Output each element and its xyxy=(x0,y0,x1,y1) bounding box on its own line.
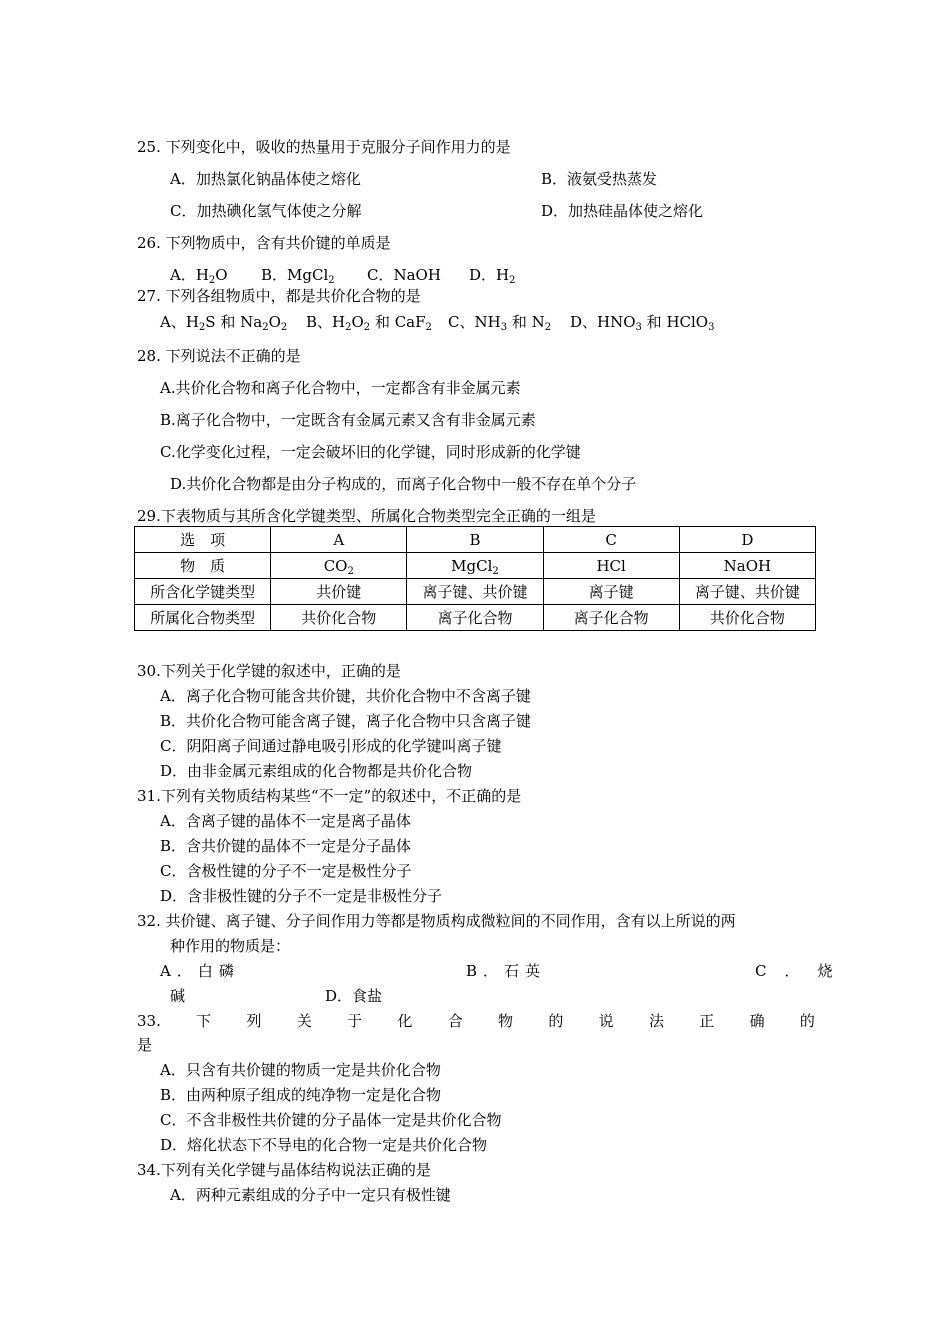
q26-option-c: C．NaOH xyxy=(367,266,441,284)
q33-char: 化 xyxy=(397,1012,413,1030)
q34-stem: 34.下列有关化学键与晶体结构说法正确的是 xyxy=(137,1161,431,1179)
q33-char: 的 xyxy=(548,1012,564,1030)
q33-char: 的 xyxy=(799,1012,815,1030)
table-cell: D xyxy=(679,527,815,553)
q31-option-d: D．含非极性键的分子不一定是非极性分子 xyxy=(160,887,443,905)
table-cell: 物 质 xyxy=(135,553,271,579)
q27-option-d: D、$HNO_3$ 和 HClO$_3$ xyxy=(570,313,715,333)
table-cell: 离子键 xyxy=(543,579,679,605)
q32-option-c-continued: 碱 xyxy=(170,987,186,1005)
q28-option-b: B.离子化合物中，一定既含有金属元素又含有非金属元素 xyxy=(160,411,536,429)
table-cell: 共价键 xyxy=(271,579,407,605)
q27-option-c: C、$NH_3$ 和 $N_2$ xyxy=(448,313,552,333)
q33-stem xyxy=(137,1011,815,1031)
q32-stem: 32. 共价键、离子键、分子间作用力等都是物质构成微粒间的不同作用，含有以上所说的两 xyxy=(137,912,736,930)
table-cell: HCl xyxy=(543,553,679,579)
q32-option-c: C．烧 xyxy=(755,962,851,980)
q28-option-d: D.共价化合物都是由分子构成的，而离子化合物中一般不存在单个分子 xyxy=(170,475,637,493)
q30-option-b: B．共价化合物可能含离子键，离子化合物中只含离子键 xyxy=(160,712,532,730)
q31-option-c: C．含极性键的分子不一定是极性分子 xyxy=(160,862,412,880)
q32-option-b: B．石英 xyxy=(466,962,547,980)
q31-stem: 31.下列有关物质结构某些“不一定”的叙述中，不正确的是 xyxy=(137,787,522,805)
q29-stem: 29.下表物质与其所含化学键类型、所属化合物类型完全正确的一组是 xyxy=(137,507,596,525)
q33-option-a: A．只含有共价键的物质一定是共价化合物 xyxy=(160,1061,441,1079)
table-row xyxy=(135,579,816,605)
table-cell: B xyxy=(407,527,543,553)
q33-char: 说 xyxy=(598,1012,614,1030)
table-cell: NaOH xyxy=(679,553,815,579)
table-header-row xyxy=(135,527,816,553)
q34-option-a: A．两种元素组成的分子中一定只有极性键 xyxy=(170,1186,451,1204)
q33-char: 于 xyxy=(347,1012,363,1030)
q33-option-c: C．不含非极性共价键的分子晶体一定是共价化合物 xyxy=(160,1111,502,1129)
table-row xyxy=(135,553,816,579)
q33-stem-end: 是 xyxy=(137,1036,153,1054)
q30-option-c: C．阴阳离子间通过静电吸引形成的化学键叫离子键 xyxy=(160,737,502,755)
q26-stem: 26. 下列物质中，含有共价键的单质是 xyxy=(137,234,391,252)
q25-option-c: C．加热碘化氢气体使之分解 xyxy=(170,202,362,220)
q30-stem: 30.下列关于化学键的叙述中，正确的是 xyxy=(137,662,401,680)
q27-option-b: B、$H_2O_2$ 和 CaF$_2$ xyxy=(306,313,432,333)
q33-char: 法 xyxy=(648,1012,664,1030)
q31-option-b: B．含共价键的晶体不一定是分子晶体 xyxy=(160,837,412,855)
table-cell: A xyxy=(271,527,407,553)
table-cell: MgCl$_2$ xyxy=(407,553,543,579)
q32-option-a: A．白磷 xyxy=(160,962,240,980)
q33-char: 关 xyxy=(296,1012,312,1030)
q27-stem: 27. 下列各组物质中，都是共价化合物的是 xyxy=(137,287,421,305)
q27-option-a: A、$H_2S$ 和 $Na_2O_2$ xyxy=(160,313,288,333)
table-cell: $CO_2$ xyxy=(271,553,407,579)
q25-option-b: B．液氨受热蒸发 xyxy=(541,170,658,188)
q26-option-a: A．$H_2O$ xyxy=(170,266,228,286)
q33-char: 合 xyxy=(447,1012,463,1030)
q31-option-a: A．含离子键的晶体不一定是离子晶体 xyxy=(160,812,411,830)
q30-option-a: A．离子化合物可能含共价键，共价化合物中不含离子键 xyxy=(160,687,531,705)
q33-char: 确 xyxy=(749,1012,765,1030)
table-row xyxy=(135,605,816,631)
q28-option-c: C.化学变化过程，一定会破坏旧的化学键，同时形成新的化学键 xyxy=(160,443,581,461)
q33-char: 正 xyxy=(699,1012,715,1030)
q33-option-d: D．熔化状态下不导电的化合物一定是共价化合物 xyxy=(160,1136,488,1154)
q28-option-a: A.共价化合物和离子化合物中，一定都含有非金属元素 xyxy=(160,379,521,397)
q29-table xyxy=(134,526,816,631)
table-cell: 所属化合物类型 xyxy=(135,605,271,631)
q30-option-d: D．由非金属元素组成的化合物都是共价化合物 xyxy=(160,762,473,780)
q33-option-b: B．由两种原子组成的纯净物一定是化合物 xyxy=(160,1086,442,1104)
q33-char: 物 xyxy=(498,1012,514,1030)
q25-stem: 25. 下列变化中，吸收的热量用于克服分子间作用力的是 xyxy=(137,138,511,156)
q33-char: 下 xyxy=(196,1012,212,1030)
table-cell: 选 项 xyxy=(135,527,271,553)
q25-option-a: A．加热氯化钠晶体使之熔化 xyxy=(170,170,361,188)
q25-option-d: D．加热硅晶体使之熔化 xyxy=(541,202,704,220)
table-cell: 共价化合物 xyxy=(271,605,407,631)
table-cell: C xyxy=(543,527,679,553)
q26-option-d: D．$H_2$ xyxy=(469,266,516,286)
table-cell: 离子化合物 xyxy=(407,605,543,631)
table-cell: 离子键、共价键 xyxy=(407,579,543,605)
table-cell: 所含化学键类型 xyxy=(135,579,271,605)
q33-char: 列 xyxy=(246,1012,262,1030)
table-cell: 离子键、共价键 xyxy=(679,579,815,605)
table-cell: 共价化合物 xyxy=(679,605,815,631)
q33-number: 33. xyxy=(137,1012,161,1030)
q32-option-d: D．食盐 xyxy=(325,987,383,1005)
q28-stem: 28. 下列说法不正确的是 xyxy=(137,347,301,365)
table-cell: 离子化合物 xyxy=(543,605,679,631)
q26-option-b: B．MgCl$_2$ xyxy=(261,266,335,286)
q32-stem-continued: 种作用的物质是： xyxy=(170,937,291,955)
